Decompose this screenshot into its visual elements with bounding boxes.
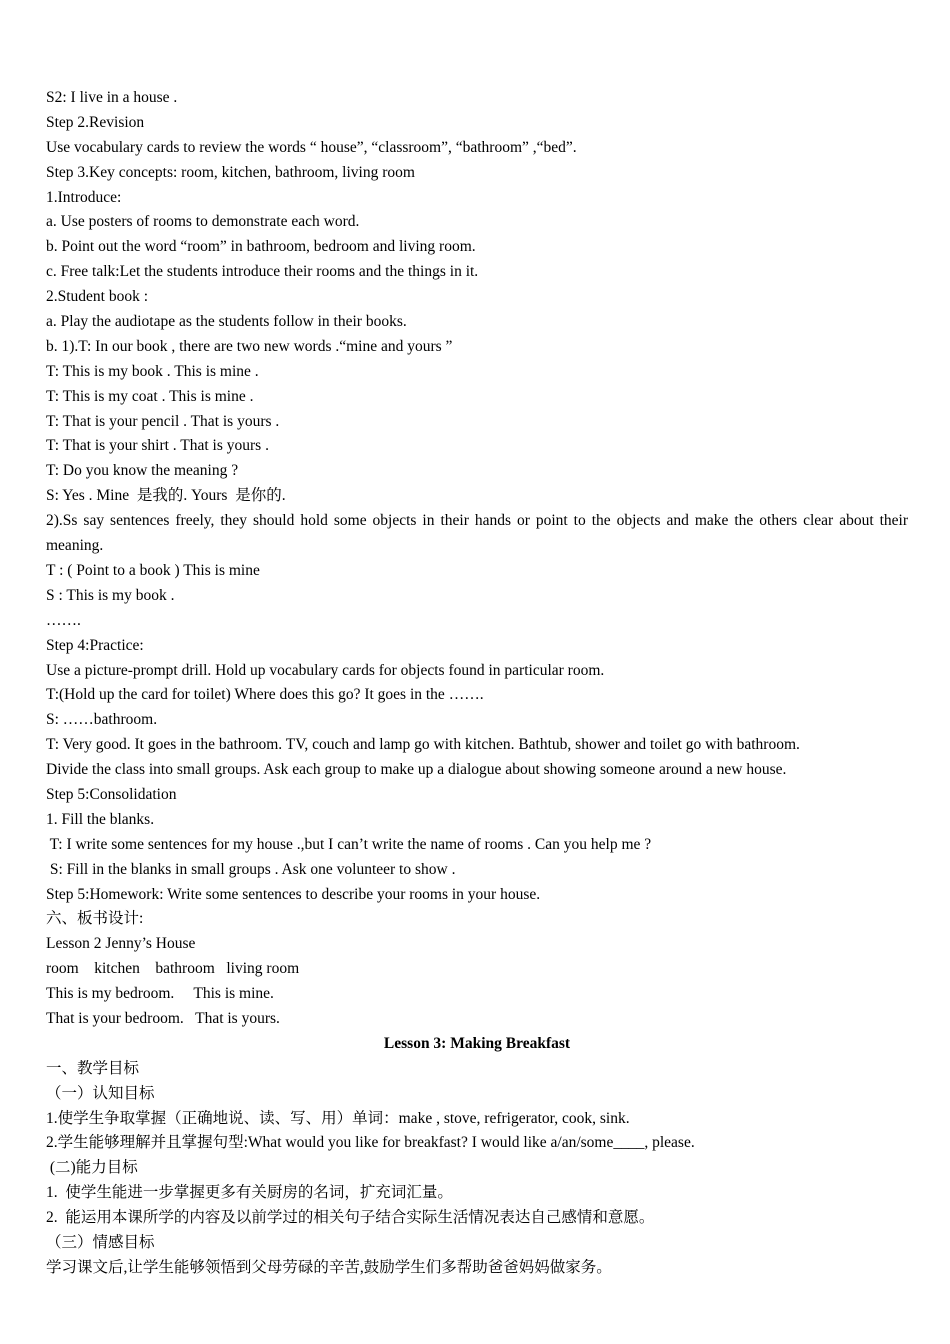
- text-line: a. Play the audiotape as the students follow in their books.: [46, 313, 407, 331]
- board-design-line: This is my bedroom. This is mine.: [46, 985, 274, 1003]
- step-heading: Step 5:Consolidation: [46, 785, 177, 803]
- text-line: Use a picture-prompt drill. Hold up vocabulary cards for objects found in particular room.: [46, 661, 605, 679]
- text-line: 1. Fill the blanks.: [46, 810, 155, 828]
- section-heading: 一、教学目标: [46, 1059, 140, 1077]
- dialogue-line: T: This is my book . This is mine .: [46, 362, 259, 380]
- text-line: Divide the class into small groups. Ask each group to make up a dialogue about showing someone around a new house.: [46, 761, 787, 779]
- text-line: 2.学生能够理解并且掌握句型:What would you like for breakfast? I would like a/an/some____, please.: [46, 1134, 695, 1152]
- text-line: 1.使学生争取掌握（正确地说、读、写、用）单词：make , stove, refrigerator, cook, sink.: [46, 1109, 630, 1127]
- dialogue-line: T: This is my coat . This is mine .: [46, 387, 254, 405]
- dialogue-line: T:(Hold up the card for toilet) Where does this go? It goes in the …….: [46, 686, 484, 704]
- text-line: 1. 使学生能进一步掌握更多有关厨房的名词，扩充词汇量。: [46, 1184, 453, 1202]
- paragraph: 2).Ss say sentences freely, they should hold some objects in their hands or point to the objects and make the others clear about their meaning.: [46, 512, 908, 555]
- text-line: b. 1).T: In our book , there are two new words .“mine and yours ”: [46, 337, 453, 355]
- board-design-words: room kitchen bathroom living room: [46, 960, 300, 978]
- document-body: [46, 86, 908, 1281]
- text-line: 学习课文后,让学生能够领悟到父母劳碌的辛苦,鼓励学生们多帮助爸爸妈妈做家务。: [46, 1258, 612, 1276]
- text-line: c. Free talk:Let the students introduce their rooms and the things in it.: [46, 263, 479, 281]
- step-heading: Step 3.Key concepts: room, kitchen, bathroom, living room: [46, 163, 415, 181]
- board-design-title: Lesson 2 Jenny’s House: [46, 935, 196, 953]
- text-line: 1.Introduce:: [46, 188, 122, 206]
- text-line: Use vocabulary cards to review the words “ house”, “classroom”, “bathroom” ,“bed”.: [46, 138, 577, 156]
- subsection-heading: （三）情感目标: [46, 1234, 155, 1251]
- text-line: S2: I live in a house .: [46, 89, 178, 106]
- text-line: 2.Student book :: [46, 288, 149, 306]
- step-heading: Step 2.Revision: [46, 113, 145, 131]
- step-heading: Step 4:Practice:: [46, 636, 144, 654]
- dialogue-line: S: Fill in the blanks in small groups . Ask one volunteer to show .: [46, 860, 456, 878]
- text-line: 2. 能运用本课所学的内容及以前学过的相关句子结合实际生活情况表达自己感情和意愿。: [46, 1209, 655, 1227]
- dialogue-line: T: Very good. It goes in the bathroom. TV, couch and lamp go with kitchen. Bathtub, shower and toilet go with bathroom.: [46, 736, 800, 754]
- lesson-title: Lesson 3: Making Breakfast: [383, 1034, 571, 1052]
- text-line: a. Use posters of rooms to demonstrate each word.: [46, 213, 360, 231]
- text-line: b. Point out the word “room” in bathroom, bedroom and living room.: [46, 238, 476, 256]
- dialogue-line: S: Yes . Mine 是我的. Yours 是你的.: [46, 487, 286, 505]
- ellipsis-line: …….: [46, 611, 81, 629]
- dialogue-line: T: Do you know the meaning ?: [46, 462, 239, 480]
- dialogue-line: T : ( Point to a book ) This is mine: [46, 561, 260, 579]
- subsection-heading: (二)能力目标: [46, 1159, 138, 1177]
- dialogue-line: T: That is your pencil . That is yours .: [46, 412, 280, 430]
- section-heading: 六、板书设计:: [46, 910, 144, 928]
- dialogue-line: T: That is your shirt . That is yours .: [46, 437, 269, 455]
- dialogue-line: S: ……bathroom.: [46, 711, 158, 729]
- dialogue-line: S : This is my book .: [46, 586, 175, 604]
- subsection-heading: （一）认知目标: [46, 1084, 155, 1102]
- board-design-line: That is your bedroom. That is yours.: [46, 1009, 280, 1027]
- step-heading: Step 5:Homework: Write some sentences to describe your rooms in your house.: [46, 885, 541, 903]
- dialogue-line: T: I write some sentences for my house .,but I can’t write the name of rooms . Can you help me ?: [46, 835, 652, 853]
